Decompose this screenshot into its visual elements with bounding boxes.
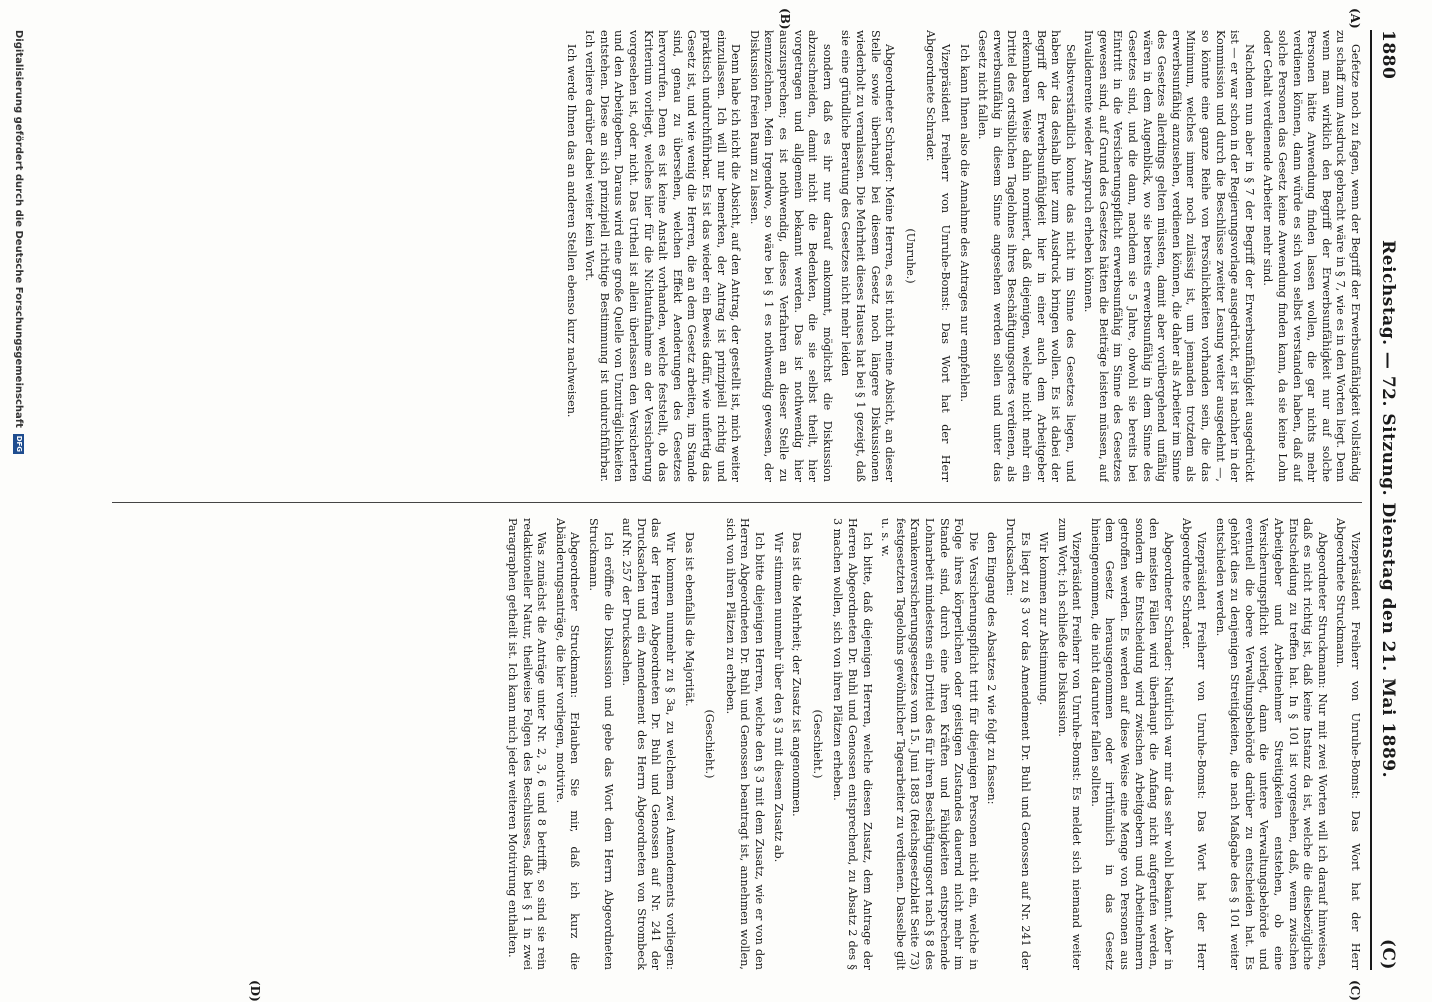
speaker-paragraph: Vizepräsident Freiherr von Unruhe-Bomst: Das Wort hat der Herr Abgeordnete Struckmann. xyxy=(1334,518,1362,970)
paragraph: Ich bitte, daß diejenigen Herren, welche diesen Zusatz, dem Antrage der Herren Abgeordneten Dr. Buhl und Genossen entsprechend, zu Absatz 2 des § 3 machen wollen, sich von ihren Plätzen erheben. xyxy=(831,518,874,970)
speaker-paragraph: Abgeordneter Schrader: Meine Herren, es ist nicht meine Absicht, an dieser Stelle sowie überhaupt bei diesem Gesetz noch längere Diskussionen wiederholt zu veranlassen. Die Mehrheit dieses Hauses hat bei § 1 gezeigt, daß sie eine gründliche Beratung des Gesetzes nicht mehr leiden xyxy=(839,30,897,482)
paragraph: Gefetze noch zu fagen, wenn der Begriff der Erwerbsunfähigkeit vollständig zu schaff zum Ausdruck gebracht wäre in § 7, wie es in den Worten liegt. Denn wenn man wirklich den Begriff der Erwerbsunfähigkeit nur auf solche Personen hätte Anwendung finden lassen wollen, die gar nichts mehr verdienen können, dann würde es sich von selbst verstanden haben, daß auf solche Personen das Gesetz keine Anwendung finden kann, da sie keine Lohn oder Gehalt verdienende Arbeiter mehr sind. xyxy=(1261,30,1362,482)
digitization-credit xyxy=(13,30,24,454)
paragraph: Ich kann Ihnen also die Annahme des Antrages nur empfehlen. xyxy=(957,44,971,403)
margin-marker-d: (D) xyxy=(248,980,262,1002)
margin-marker-c: (C) xyxy=(1348,980,1362,1001)
paragraph: Es liegt zu § 3 vor das Amendement Dr. Buhl und Genossen auf Nr. 241 der Drucksachen: xyxy=(1003,518,1032,970)
paragraph: den Eingang des Absatzes 2 wie folgt zu fassen: xyxy=(985,532,999,805)
right-text-column xyxy=(114,518,1362,970)
paragraph: Wir stimmen nunmehr über den § 3 mit diesem Zusatz ab. xyxy=(771,532,785,863)
speaker-paragraph: Abgeordneter Struckmann: Erlauben Sie mir, daß ich kurz die Abänderungsanträge, die hier vorliegen, motivire. xyxy=(553,518,582,970)
paragraph: Ich bitte diejenigen Herren, welche den § 3 mit dem Zusatz, wie er von den Herren Abgeordneten Dr. Buhl und Genossen beantragt ist, annehmen wollen, sich von ihren Plätzen zu erheben. xyxy=(723,518,767,970)
page-title: Reichstag. — 72. Sitzung. Dienstag den 21. Mai 1889. xyxy=(1378,240,1398,779)
page-number: 1880 xyxy=(1378,30,1398,80)
speaker-paragraph: Abgeordneter Struckmann: Nur mit zwei Worten will ich darauf hinweisen, daß es nicht richtig ist, daß keine Instanz da ist, welche die diesbezügliche Entscheidung zu treffen hat. In § 101 ist vorgesehen, daß, wenn zwischen Arbeitgeber und Arbeitnehmer Streitigkeiten entstehen, ob eine Versicherungspflicht vorliegt, dann die untere Verwaltungsbehörde und eventuell die obere Verwaltungsbehörde darüber zu entscheiden hat. Es gehört dies zu denjenigen Streitigkeiten, die nach Maßgabe des § 101 weiter entschieden werden. xyxy=(1213,518,1329,970)
paragraph: Wir kommen nunmehr zu § 3a, zu welchem zwei Amendements vorliegen: das der Herren Abgeordneten Dr. Buhl und Genossen auf Nr. 241 der Drucksachen und ein Amendement des Herrn Abgeordneten von Strombeck auf Nr. 257 der Drucksachen. xyxy=(620,518,678,970)
left-text-column xyxy=(114,30,1362,482)
page-header xyxy=(1370,30,1398,970)
stage-note: (Geschieht.) xyxy=(703,709,717,779)
margin-marker-a: (A) xyxy=(1348,8,1362,29)
paragraph: Was zunächst die Anträge unter Nr. 2, 3, 6 und 8 betrifft, so sind sie rein redaktioneller Natur, theilweise Folgen des Beschlusses, daß bei § 1 in zwei Paragraphen getheilt ist. Ich kann mich jeder weiteren Motivirung enthalten. xyxy=(506,518,549,970)
paragraph: Das ist ebenfalls die Majorität. xyxy=(682,532,696,707)
speaker-paragraph: Vizepräsident Freiherr von Unruhe-Bomst: Das Wort hat der Herr Abgeordnete Schrader. xyxy=(924,30,952,482)
column-marker: (C) xyxy=(1378,938,1398,970)
stage-note: (Unruhe.) xyxy=(903,228,917,284)
paragraph: Ich werde Ihnen das an anderen Stellen ebenso kurz nachweisen. xyxy=(564,44,578,418)
margin-marker-b: (B) xyxy=(778,8,792,30)
paragraph: Selbstverständlich konnte das nicht im Sinne des Gesetzes liegen, und haben wir das deshalb hier zum Ausdruck bringen wollen. Es ist dabei der Begriff der Erwerbsunfähigkeit hier in einer auch dem Arbeitgeber erkennbaren Weise dahin normiert, daß diejenigen, welche nicht mehr ein Drittel des ortsüblichen Tagelohnes ihres Beschäftigungsortes verdienen, als erwerbsunfähig in diesem Sinne angesehen werden sollen und unter das Gesetz nicht fallen. xyxy=(976,30,1077,482)
stage-note: (Geschieht.) xyxy=(810,709,824,779)
speaker-paragraph: Vizepräsident Freiherr von Unruhe-Bomst: Das Wort hat der Herr Abgeordnete Schrader. xyxy=(1180,518,1209,970)
paragraph: Denn habe ich nicht die Absicht, auf den Antrag, der gestellt ist, mich weiter einzulassen. Ich will nur bemerken, der Antrag ist prinzipiell richtig und praktisch undurchführbar. Es ist das wieder ein Beweis dafür, wie unfertig das Gesetz ist, und wie wenig die Herren, die an dem Gesetz arbeiten, im Stande sind, genau zu übersehen, welchen Effekt Aenderungen des Gesetzes hervorrufen. Denn es ist keine Anstalt vorhanden, welche feststellt, ob das Kriterium vorliegt, welches hier für die Nichtaufnahme an der Versicherung vorgesehen ist, oder nicht. Das Urtheil ist allein überlassen den Versicherten und den Arbeitgebern. Daraus wird eine große Quelle von Unzuträglichkeiten entstehen. Diese an sich prinzipiell richtige Bestimmung ist undurchführbar. Ich verliere darüber dabei weiter kein Wort. xyxy=(583,30,743,482)
paragraph: sondern daß es ihr nur darauf ankommt, möglichst die Diskussion abzuschneiden, damit nicht die Bedenken, die sie selbst theilt, hier vorgetragen und allgemein bekannt werden. Das ist nothwendig hier auszusprechen; es ist nothwendig, dieses Verfahren an dieser Stelle zu kennzeichnen. Mein Irgendwo, so wäre bei § 1 es nothwendig gewesen, der Diskussion freien Raum zu lassen. xyxy=(747,30,834,482)
quoted-amendment: Die Versicherungspflicht tritt für diejenigen Personen nicht ein, welche in Folge ihres körperlichen oder geistigen Zustandes dauernd nicht mehr im Stande sind, durch eine ihren Kräften und Fähigkeiten entsprechende Lohnarbeit mindestens ein Drittel des für ihren Beschäftigungsort nach § 8 des Krankenversicherungsgesetzes vom 15. Juni 1883 (Reichsgesetzblatt Seite 73) festgesetzten Tagelohns gewöhnlicher Tagearbeiter zu verdienen. Dasselbe gilt u. s. w. xyxy=(879,518,980,970)
paragraph: Wir kommen zur Abstimmung. xyxy=(1037,532,1051,706)
credit-text: Digitalisierung gefördert durch die Deutsche Forschungsgemeinschaft xyxy=(13,30,24,428)
paragraph: Das ist die Mehrheit; der Zusatz ist angenommen. xyxy=(790,532,804,817)
dfg-logo: DFG xyxy=(15,435,23,453)
column-divider xyxy=(112,502,1362,503)
paragraph: Ich eröffne die Diskussion und gebe das Wort dem Herrn Abgeordneten Struckmann. xyxy=(587,518,615,970)
paragraph: Nachdem nun aber in § 7 der Begriff der Erwerbsunfähigkeit ausgedrückt ist — er war schon in der Regierungsvorlage ausgedrückt, er ist nachher in der Kommission und durch die Beschlüsse zweiter Lesung weiter ausgedehnt —, so könnte eine ganze Reihe von Persönlichkeiten vorhanden sein, die das Minimum, welches immer noch zulässig ist, um jemanden trotzdem als erwerbsunfähig anzusehen, verdienen können, die daher als Arbeiter im Sinne des Gesetzes allerdings gelten müssten, damit aber vorübergehend unfähig wären in dem Augenblick, wo sie bereits erwerbsunfähig in dem Sinne des Gesetzes sind, und die dann, nachdem sie 5 Jahre, obwohl sie bereits bei Eintritt in die Versicherungspflicht erwerbsunfähig im Sinne des Gesetzes gewesen sind, auf Grund des Gesetzes hätten die Beiträge leisten müssen, auf Invalidenrente wieder Anspruch erheben können. xyxy=(1082,30,1256,482)
speaker-paragraph: Vizepräsident Freiherr von Unruhe-Bomst: Es meldet sich niemand weiter zum Wort; ich schließe die Diskussion. xyxy=(1055,518,1084,970)
speaker-paragraph: Abgeordneter Schrader: Natürlich war mir das sehr wohl bekannt. Aber in den meisten Fällen wird überhaupt die Anfang nicht aufgerufen werden, sondern die Entscheidung wird zwischen Arbeitgebern und Arbeitnehmern getroffen werden. Es werden auf diese Weise eine Menge von Personen aus dem Gesetz herausgenommen oder irrthümlich in das Gesetz hineingenommen, die nicht darunter fallen sollten. xyxy=(1088,518,1175,970)
